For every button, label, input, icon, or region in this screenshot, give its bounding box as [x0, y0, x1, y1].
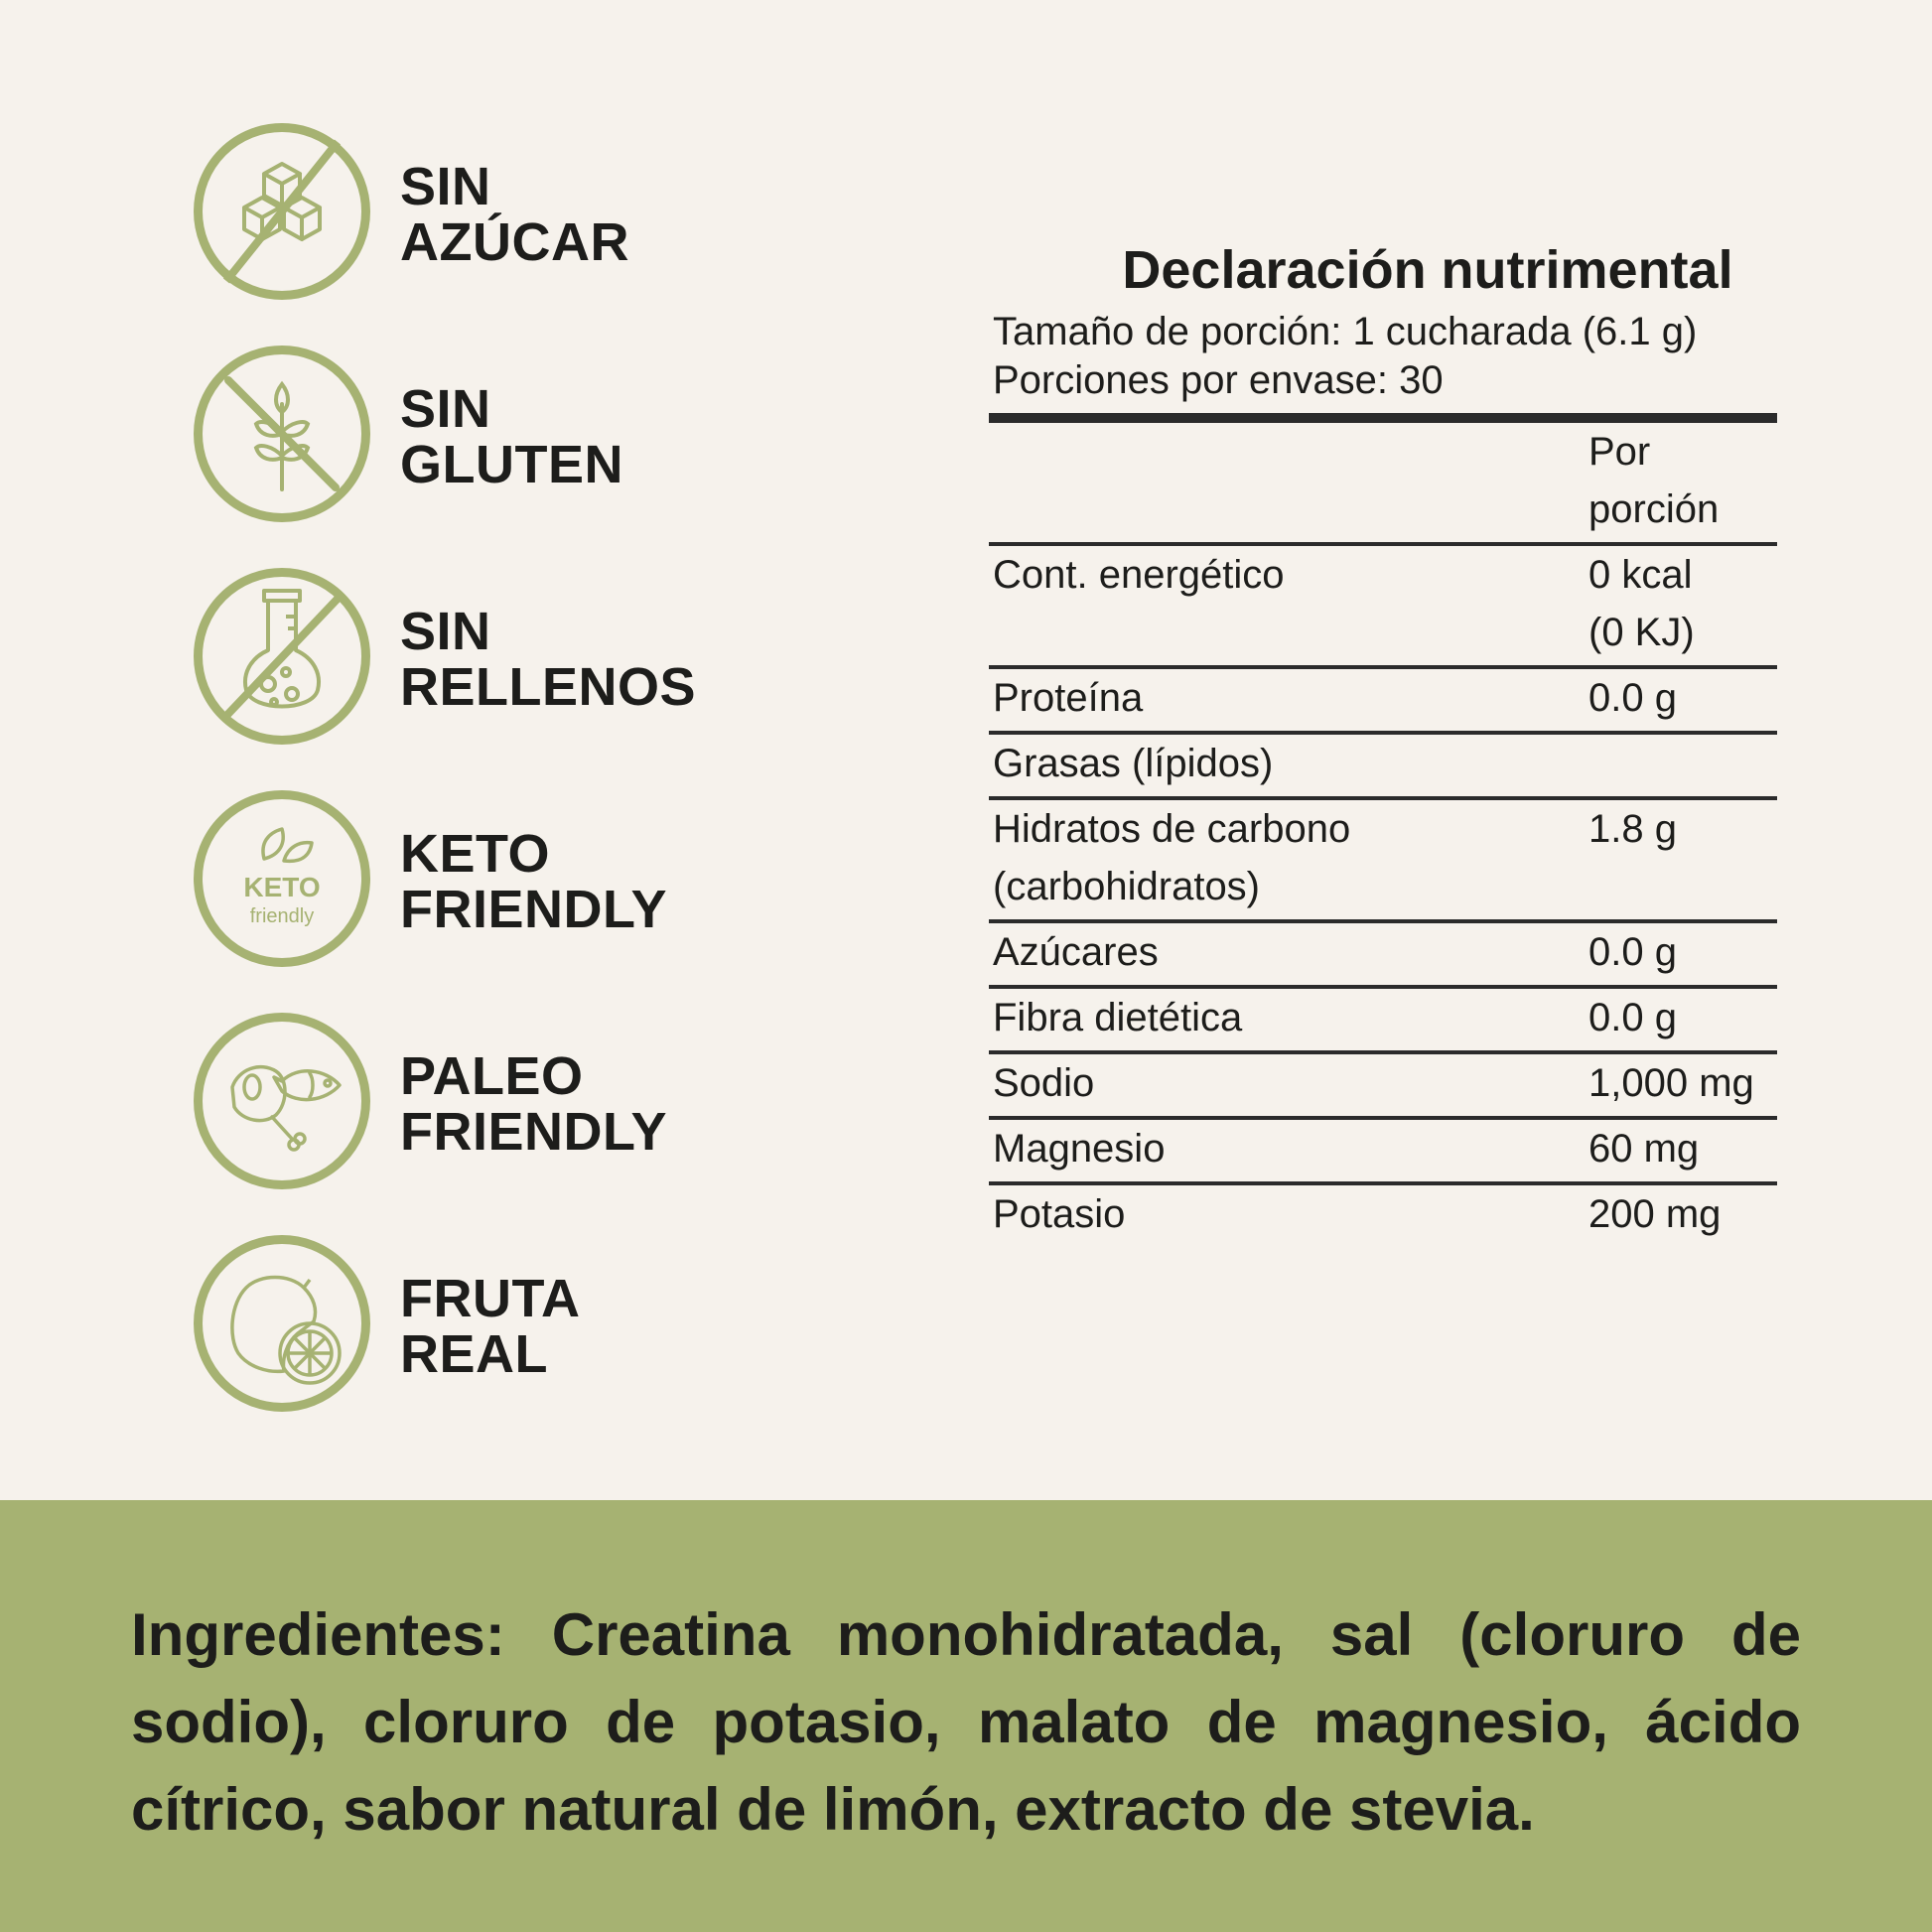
badge-label-line2: FRIENDLY: [400, 1102, 668, 1162]
nutrient-label-line1: Hidratos de carbono: [993, 807, 1351, 851]
table-row: [989, 1052, 1777, 1118]
badge-sin-azucar: [194, 123, 889, 297]
nutrient-value-line2: (0 KJ): [1588, 611, 1695, 654]
ingredients-text: Ingredientes: Creatina monohidratada, sal (cloruro de sodio), cloruro de potasio, malato de magnesio, ácido cítrico, sabor natural de limón, extracto de stevia.: [131, 1601, 1801, 1843]
badge-label-line2: FRIENDLY: [400, 880, 668, 939]
nutrient-value: 60 mg: [1588, 1127, 1700, 1171]
nutrient-label-line2: (carbohidratos): [993, 865, 1261, 908]
nutrient-label: Fibra dietética: [993, 996, 1243, 1039]
serving-size: Tamaño de porción: 1 cucharada (6.1 g): [993, 310, 1698, 353]
nutrient-value-line1: 0 kcal: [1588, 553, 1693, 597]
nutrient-value: [1588, 733, 1777, 798]
nutrient-label: [989, 798, 1588, 921]
table-row: [989, 1183, 1777, 1247]
badge-label-line2: RELLENOS: [400, 657, 697, 717]
badge-sin-rellenos: [194, 568, 889, 742]
table-row: [989, 667, 1777, 733]
badge-label-line1: SIN: [400, 379, 491, 439]
lemon-icon: [194, 1235, 370, 1412]
nutrient-value: 200 mg: [1588, 1192, 1722, 1236]
nutrient-label: Cont. energético: [993, 553, 1285, 597]
column-header-line2: porción: [1588, 487, 1720, 531]
nutrition-title: Declaración nutrimental: [1122, 240, 1733, 300]
badge-label-line1: PALEO: [400, 1046, 584, 1106]
badge-label-line2: GLUTEN: [400, 435, 623, 494]
nutrient-value: 0.0 g: [1588, 996, 1677, 1039]
nutrient-label: Sodio: [993, 1061, 1095, 1105]
column-header-line1: Por: [1588, 430, 1651, 474]
badge-label-line1: FRUTA: [400, 1269, 581, 1328]
badge-sin-gluten: [194, 345, 889, 519]
table-header-row: [989, 423, 1777, 544]
nutrient-label: Azúcares: [993, 930, 1159, 974]
meat-fish-icon: [194, 1013, 370, 1189]
badge-label-line1: SIN: [400, 602, 491, 661]
keto-leaf-icon: [194, 790, 370, 967]
badge-label-line2: AZÚCAR: [400, 212, 629, 272]
flask-crossed-icon: [194, 568, 370, 745]
badge-label-line1: KETO: [400, 824, 551, 884]
header-value-cell: [1588, 423, 1777, 544]
wheat-crossed-icon: [194, 345, 370, 522]
nutrient-label: Proteína: [993, 676, 1144, 720]
table-row: [989, 798, 1777, 921]
badge-keto-friendly: [194, 790, 889, 964]
nutrient-label: Potasio: [993, 1192, 1126, 1236]
nutrient-value: 0.0 g: [1588, 676, 1677, 720]
nutrient-label: Grasas (lípidos): [993, 742, 1274, 785]
table-row: [989, 921, 1777, 987]
nutrition-table: [989, 423, 1777, 1247]
badge-label-line2: REAL: [400, 1324, 548, 1384]
nutrient-label: Magnesio: [993, 1127, 1166, 1171]
ingredients-panel: [0, 1500, 1932, 1932]
friendly-icon-text: friendly: [249, 905, 315, 927]
badge-label-line1: SIN: [400, 157, 491, 216]
nutrient-value: 1,000 mg: [1588, 1061, 1754, 1105]
badge-paleo-friendly: [194, 1013, 889, 1186]
nutrient-value: 0.0 g: [1588, 930, 1677, 974]
table-row: [989, 1118, 1777, 1183]
nutrition-divider: [989, 413, 1777, 423]
table-row: [989, 544, 1777, 667]
keto-icon-text: KETO: [243, 872, 321, 902]
table-row: [989, 733, 1777, 798]
table-row: [989, 987, 1777, 1052]
nutrient-value: 1.8 g: [1588, 807, 1677, 851]
nutrient-value: [1588, 544, 1777, 667]
header-label-cell: [989, 423, 1588, 544]
sugar-cubes-crossed-icon: [194, 123, 370, 300]
feature-badges: [0, 0, 894, 1489]
servings-per-container: Porciones por envase: 30: [993, 358, 1444, 402]
nutrition-facts: [989, 238, 1777, 1247]
badge-fruta-real: [194, 1235, 889, 1409]
